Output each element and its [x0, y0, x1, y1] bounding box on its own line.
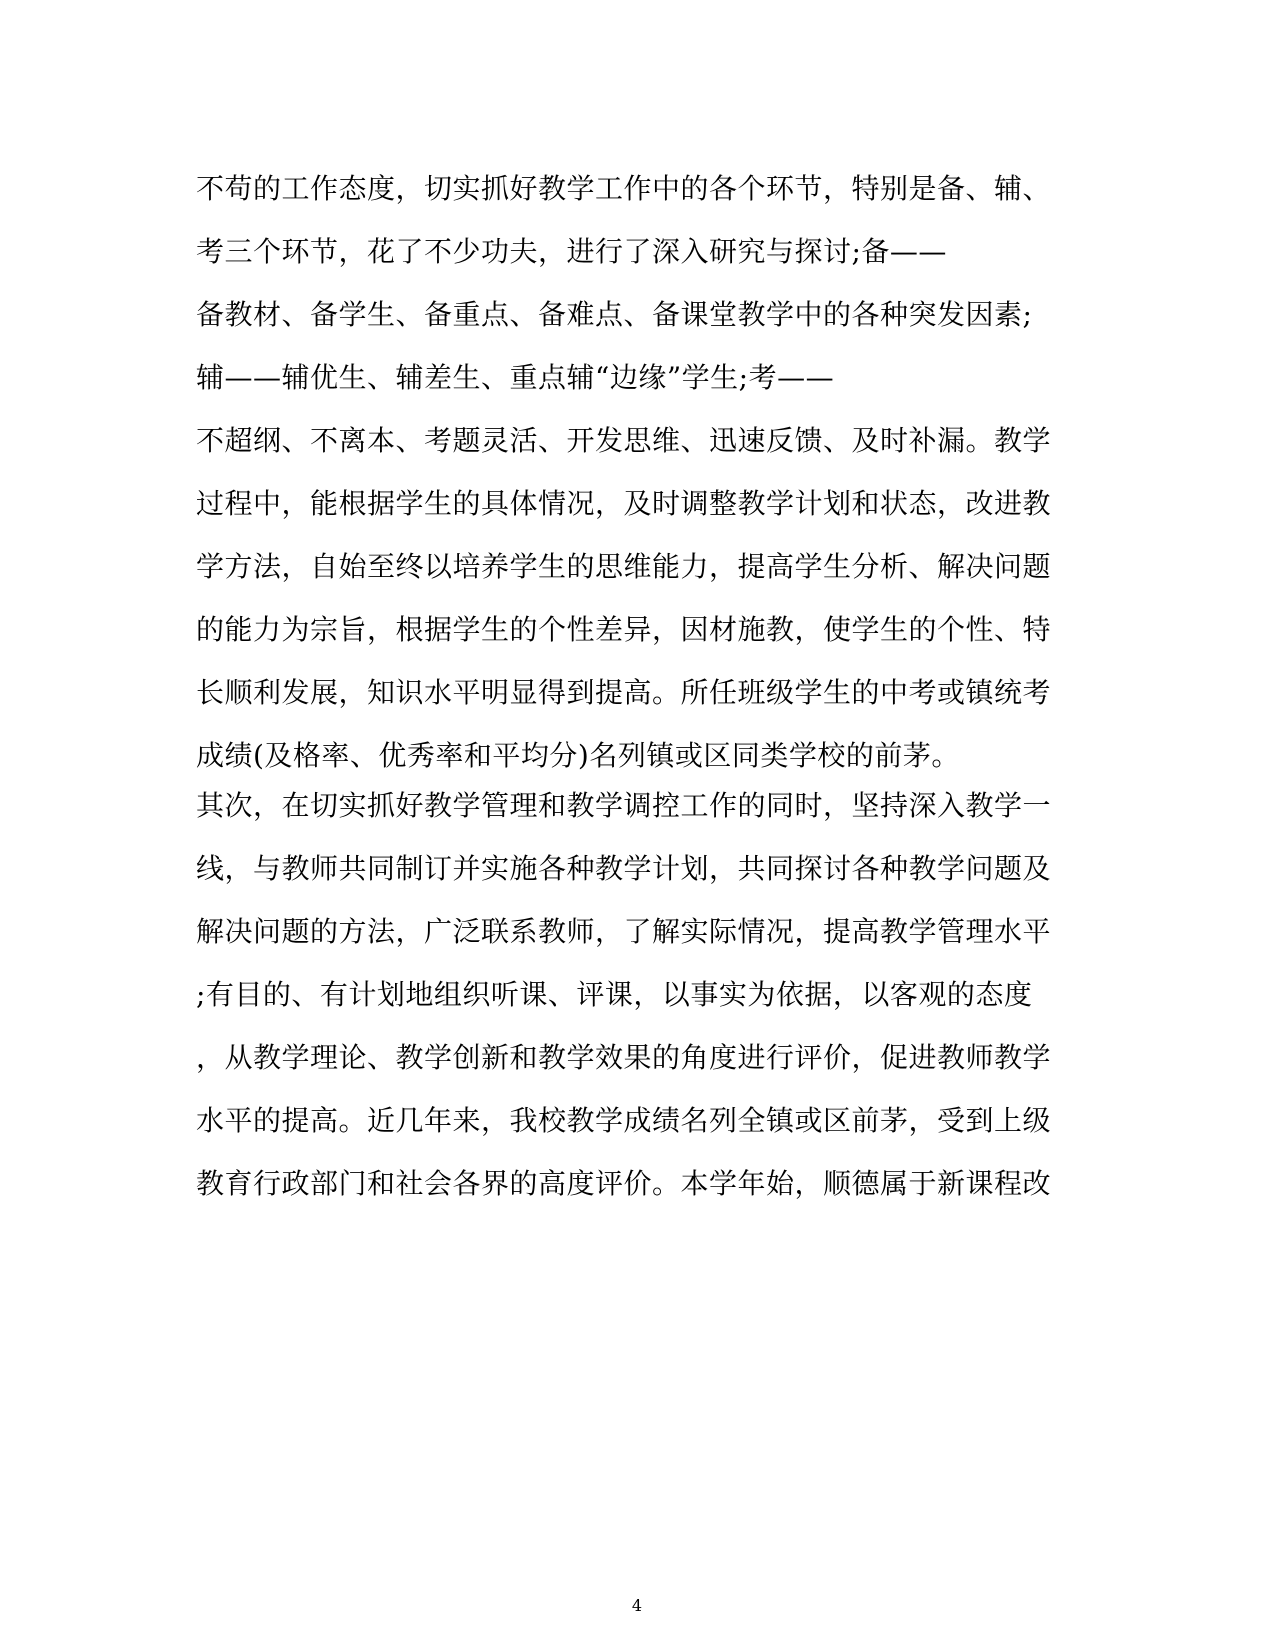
- text-line: 过程中，能根据学生的具体情况，及时调整教学计划和状态，改进教: [196, 487, 1052, 520]
- text-line: ，从教学理论、教学创新和教学效果的角度进行评价，促进教师教学: [196, 1041, 1052, 1074]
- text-line: 成绩(及格率、优秀率和平均分)名列镇或区同类学校的前茅。: [196, 739, 960, 772]
- text-line: 的能力为宗旨，根据学生的个性差异，因材施教，使学生的个性、特: [196, 613, 1052, 646]
- text-line: 线，与教师共同制订并实施各种教学计划，共同探讨各种教学问题及: [196, 852, 1052, 885]
- text-line: 其次，在切实抓好教学管理和教学调控工作的同时，坚持深入教学一: [196, 789, 1052, 822]
- text-line: 教育行政部门和社会各界的高度评价。本学年始，顺德属于新课程改: [196, 1167, 1052, 1200]
- text-line: 辅——辅优生、辅差生、重点辅“边缘”学生;考——: [196, 361, 835, 394]
- text-line: 备教材、备学生、备重点、备难点、备课堂教学中的各种突发因素;: [196, 298, 1033, 331]
- paragraph-teaching-management: [196, 774, 1076, 1215]
- text-line: 考三个环节，花了不少功夫，进行了深入研究与探讨;备——: [196, 235, 947, 268]
- text-line: 水平的提高。近几年来，我校教学成绩名列全镇或区前茅，受到上级: [196, 1104, 1052, 1137]
- text-line: 学方法，自始至终以培养学生的思维能力，提高学生分析、解决问题: [196, 550, 1052, 583]
- text-line: ;有目的、有计划地组织听课、评课，以事实为依据，以客观的态度: [196, 978, 1033, 1011]
- text-line: 长顺利发展，知识水平明显得到提高。所任班级学生的中考或镇统考: [196, 676, 1052, 709]
- page-number: 4: [631, 1596, 643, 1615]
- text-line: 不超纲、不离本、考题灵活、开发思维、迅速反馈、及时补漏。教学: [196, 424, 1052, 457]
- paragraph-teaching-process: [196, 157, 1076, 787]
- text-line: 解决问题的方法，广泛联系教师，了解实际情况，提高教学管理水平: [196, 915, 1052, 948]
- text-line: 不苟的工作态度，切实抓好教学工作中的各个环节，特别是备、辅、: [196, 172, 1052, 205]
